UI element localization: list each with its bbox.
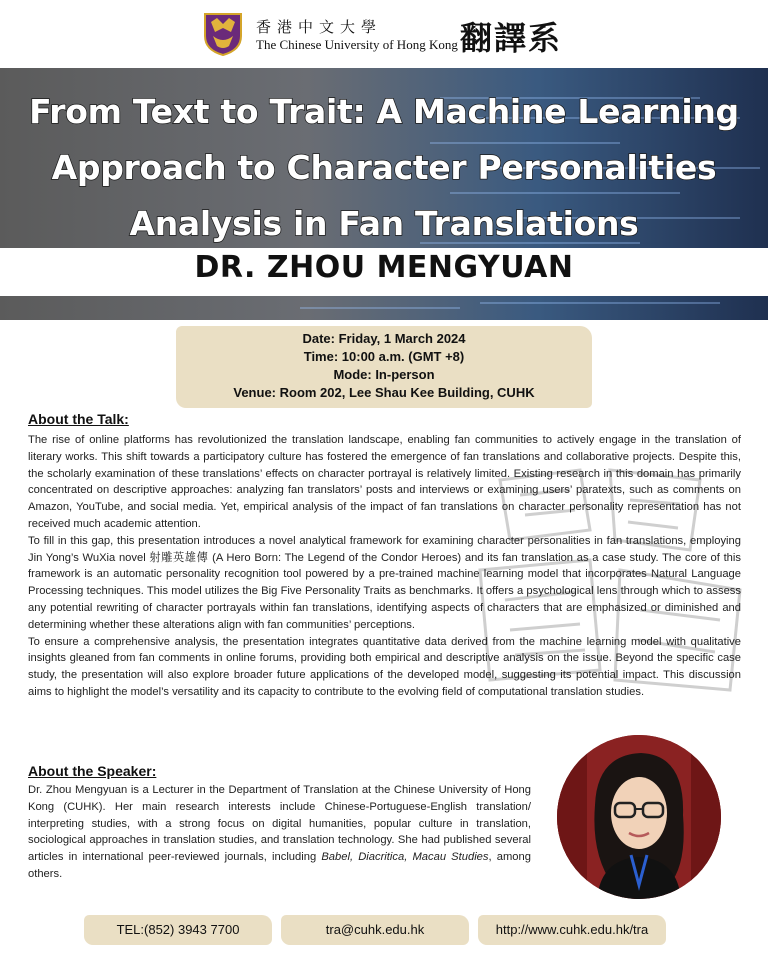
about-talk-paragraph-2: To fill in this gap, this presentation introduces a novel analytical framework for examining character personalities in fan translations, employing Jin Yong’s WuXia novel 射雕英雄傳 (A Hero Born: The Legend of the Condor Heroes) and its fan translation as a case study. The core of this framework is an automatic personality recognition tool powered by a pre-trained machine learning model that incorporates Natural Language Processing techniques. This model utilizes the Big Five Personality Traits as benchmarks. It offers a psychological lens through which to assess any potential rewriting of character portrayals within fan translations, identifying aspects of characters that are emphasized or diminished and determining whether these alterations align with fan communities’ perceptions. [28,534,741,631]
contact-email[interactable]: tra@cuhk.edu.hk [281,915,469,945]
contact-phone: TEL:(852) 3943 7700 [84,915,272,945]
talk-title [0,84,768,252]
about-talk-paragraph-3: To ensure a comprehensive analysis, the presentation integrates quantitative data derived from the machine learning model with qualitative insights gleaned from fan comments in online forums, providing both empirical and descriptive analysis on the issue. Beyond the specific case study, the presentation will also explore broader future applications of the developed model, suggesting its potential impact. This discussion aims to highlight the model’s versatility and its capacity to contribute to the evolving field of computational translation studies. [28,635,741,698]
department-logo-text: 翻譯系 [460,19,563,57]
event-date: Date: Friday, 1 March 2024 [302,331,466,346]
talk-title-line-2: Approach to Character Personalities [51,148,717,187]
speaker-portrait-icon [557,735,721,899]
about-talk-heading: About the Talk: [28,411,129,427]
university-crest-icon [203,12,243,56]
speaker-bio-text: Dr. Zhou Mengyuan is a Lecturer in the Department of Translation at the Chinese University of Hong Kong (CUHK). Her main research interests include Chinese-Portuguese-English translation/ interpreting studies, with a strong focus on digital humanities, popular culture in translation, sociological approaches in translation studies, and translation technology. She had published several articles in international peer-reviewed journals, including [28,784,531,864]
event-time: Time: 10:00 a.m. (GMT +8) [303,349,465,364]
about-talk-paragraph-1: The rise of online platforms has revolutionized the translation landscape, enabling fan communities to actively engage in the translation of literary works. This shift towards a participatory culture has fostered the emergence of fan translations and collaborative projects. Despite this, the scholarly examination of these translations’ effects on character portrayal is relatively limited. Existing research in this domain has primarily concentrated on descriptive approaches: analyzing fan translators’ posts and interviews or examining users’ paratexts, such as comments on Amazon, YouTube, and social media. Yet, empirical analysis of the impact of fan translations on character personality representation has not received much academic attention. [28,434,741,530]
speaker-name: DR. ZHOU MENGYUAN [194,250,574,285]
university-name-chinese: 香港中文大學 [256,18,383,36]
talk-title-line-1: From Text to Trait: A Machine Learning [29,92,739,131]
about-speaker-heading: About the Speaker: [28,763,157,779]
header [0,0,768,68]
contact-website-link[interactable]: http://www.cuhk.edu.hk/tra [478,915,666,945]
speaker-photo [557,735,721,899]
talk-title-line-3: Analysis in Fan Translations [129,204,639,243]
event-venue: Venue: Room 202, Lee Shau Kee Building, CUHK [233,385,535,400]
speaker-bio-ending: , among others. [28,851,531,880]
about-talk-body [28,432,741,701]
event-mode: Mode: In-person [333,367,435,382]
event-details [176,330,592,402]
university-name-english: The Chinese University of Hong Kong [256,37,458,52]
about-speaker-body [28,782,531,883]
speaker-journals: Babel, Diacritica, Macau Studies [321,851,489,864]
